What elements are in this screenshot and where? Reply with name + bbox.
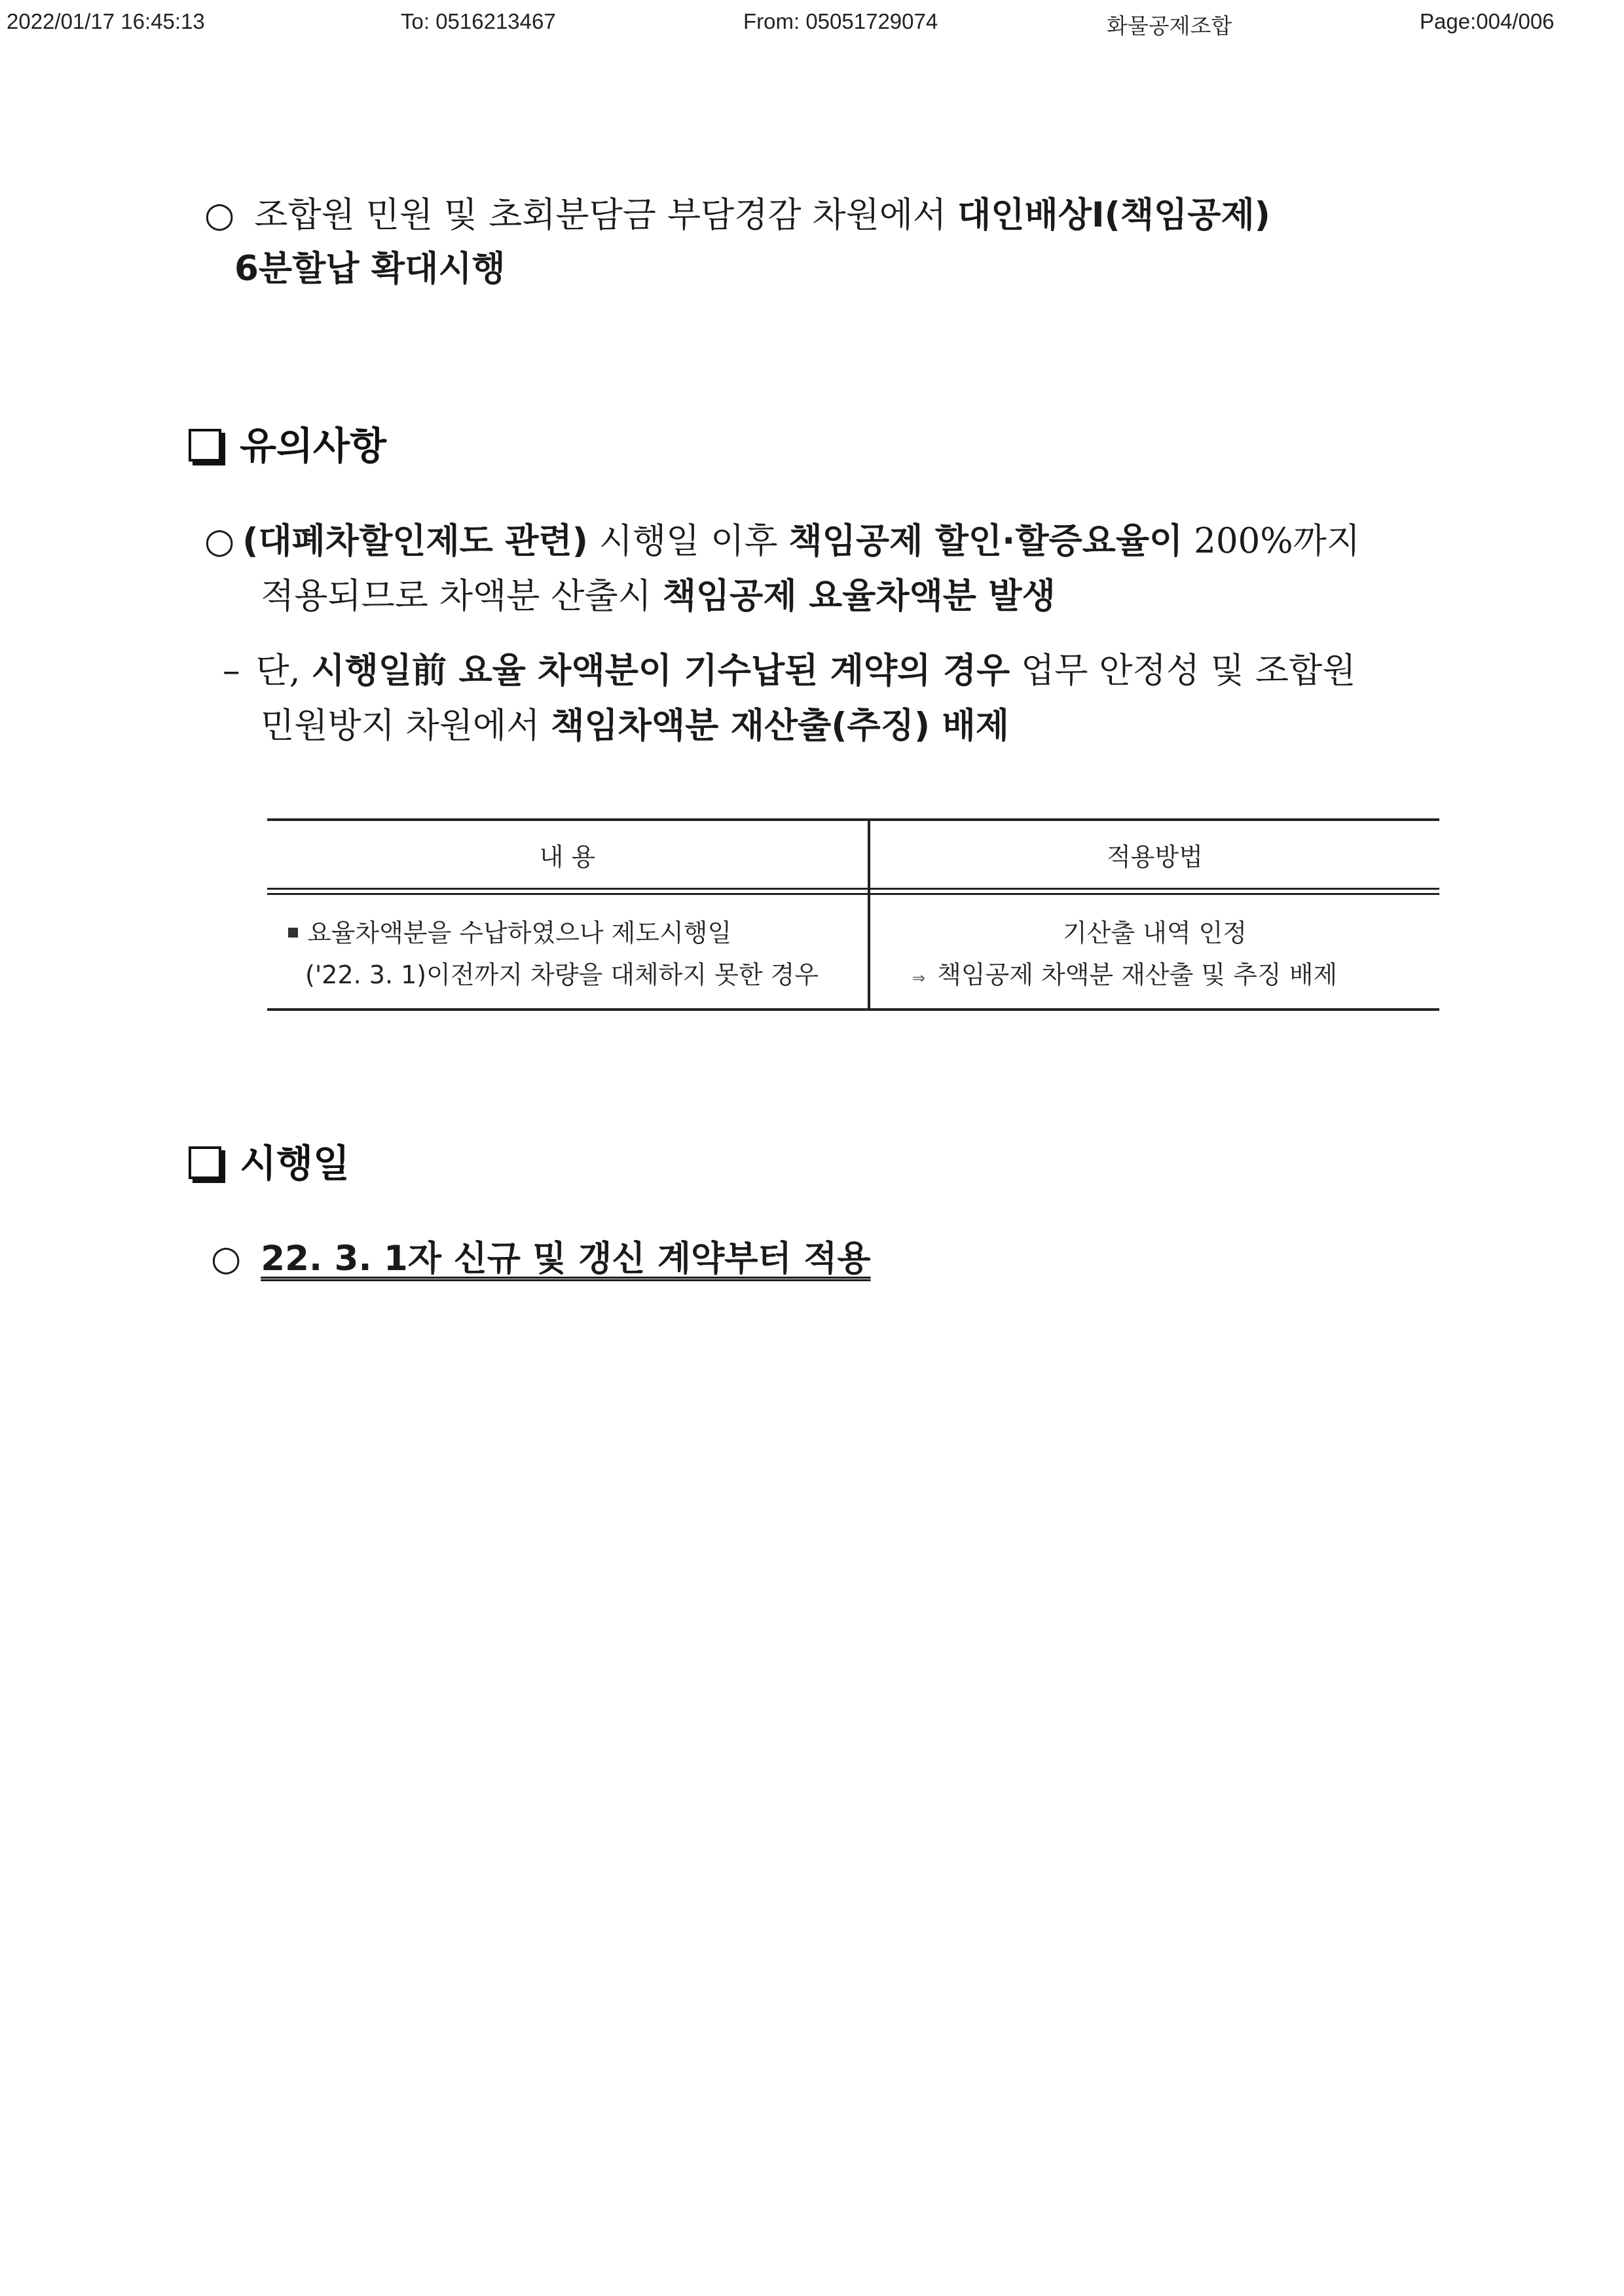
effective-bullet bbox=[211, 1237, 871, 1281]
notes-heading-text: 유의사항 bbox=[240, 424, 387, 468]
arrow-right-icon: ⇒ bbox=[912, 969, 926, 987]
checkbox-square-icon bbox=[189, 429, 221, 462]
notes-section-heading bbox=[189, 423, 386, 469]
table-bottom-border bbox=[267, 1008, 1439, 1011]
content-line1-text: 요율차액분을 수납하였으나 제도시행일 bbox=[307, 919, 732, 947]
point1-line2-text: 적용되므로 차액분 산출시 bbox=[261, 576, 663, 616]
notes-point1-line1 bbox=[204, 520, 1360, 563]
point2-line2-bold: 책임차액분 재산출(추징) 배제 bbox=[551, 706, 1010, 746]
checkbox-square-icon bbox=[189, 1146, 221, 1179]
point1-text2: 200%까지 bbox=[1183, 521, 1361, 561]
point2-line2-text: 민원방지 차원에서 bbox=[261, 706, 551, 746]
fax-from-number: From: 05051729074 bbox=[743, 9, 938, 33]
fax-sender-name: 화물공제조합 bbox=[1107, 14, 1232, 38]
circle-bullet-icon: ○ bbox=[204, 195, 235, 235]
table-header-method: 적용방법 bbox=[1107, 843, 1203, 871]
effective-date-text: 22. 3. 1자 신규 및 갱신 계약부터 적용 bbox=[261, 1239, 871, 1279]
point1-bold1: (대폐차할인제도 관련) bbox=[242, 521, 588, 561]
table-method-line1: 기산출 내역 인정 bbox=[1062, 919, 1247, 947]
square-bullet-icon bbox=[288, 928, 298, 938]
table-header-divider-2 bbox=[267, 893, 1439, 895]
effective-section-heading bbox=[189, 1140, 350, 1186]
method-line2-text: 책임공제 차액분 재산출 및 추징 배제 bbox=[937, 960, 1338, 989]
fax-page-number: Page:004/006 bbox=[1420, 9, 1555, 33]
table-content-line2: ('22. 3. 1)이전까지 차량을 대체하지 못한 경우 bbox=[305, 960, 819, 989]
table-method-line2 bbox=[912, 955, 1337, 991]
point1-bold2: 책임공제 할인·할증요율이 bbox=[788, 521, 1183, 561]
fax-datetime: 2022/01/17 16:45:13 bbox=[7, 9, 205, 33]
notes-point1-line2 bbox=[261, 575, 1056, 618]
dash-bullet-icon: – bbox=[223, 651, 240, 691]
point2-text1: 단, bbox=[255, 651, 312, 691]
table-header-content: 내 용 bbox=[539, 843, 596, 871]
notes-point2-line2 bbox=[261, 704, 1009, 748]
intro-bullet-line1 bbox=[204, 194, 1270, 237]
notes-point2-line1 bbox=[223, 649, 1356, 693]
notes-table bbox=[267, 818, 1439, 1011]
point2-text2: 업무 안정성 및 조합원 bbox=[1010, 651, 1356, 691]
intro-line2-bold: 6분할납 확대시행 bbox=[234, 249, 506, 289]
point2-bold1: 시행일前 요율 차액분이 기수납된 계약의 경우 bbox=[311, 651, 1010, 691]
table-header-divider bbox=[267, 888, 1439, 890]
fax-to-number: To: 0516213467 bbox=[401, 9, 556, 33]
table-top-border bbox=[267, 818, 1439, 821]
circle-bullet-icon: ○ bbox=[211, 1239, 242, 1279]
point1-text1: 시행일 이후 bbox=[587, 521, 789, 561]
point1-line2-bold: 책임공제 요율차액분 발생 bbox=[662, 576, 1056, 616]
table-content-line1 bbox=[288, 913, 731, 949]
circle-bullet-icon: ○ bbox=[204, 521, 235, 561]
effective-heading-text: 시행일 bbox=[240, 1141, 350, 1186]
intro-bullet-line2 bbox=[234, 247, 506, 291]
intro-text: 조합원 민원 및 초회분담금 부담경감 차원에서 bbox=[254, 195, 958, 235]
fax-header bbox=[0, 9, 1624, 42]
intro-bold-text: 대인배상Ⅰ(책임공제) bbox=[957, 195, 1270, 235]
